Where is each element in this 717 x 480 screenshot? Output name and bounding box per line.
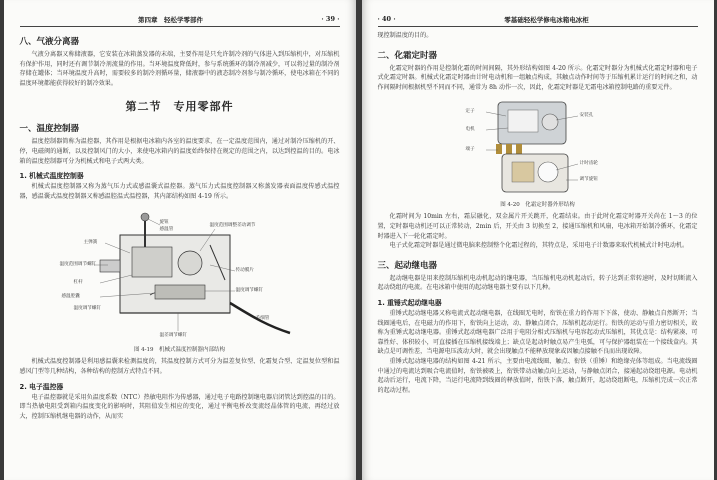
fig19-label-bellows: 感温腔囊: [61, 294, 80, 300]
fig20-label-gear: 计时齿轮: [579, 161, 598, 167]
thermostat-diagram: [60, 205, 300, 343]
fig19-label-knob-shaft: 感温管: [159, 227, 174, 233]
fig19-label-high: 温度调节螺钉: [73, 306, 102, 312]
elec-controller-paragraph: 电子温控器就是采用负温度系数（NTC）热敏电阻作为传感器，通过电子电路控制继电器启闭管达到控温的目的。即当热敏电阻受到箱内温度变化的影响时，其阻值发生相应的变化，通过平衡电桥改变流经晶体管的电流，再经过放大，控制压缩机继电器的动作，从而实: [19, 393, 340, 420]
start-relay-title: 三、起动继电器: [377, 260, 438, 271]
left-header-page-number: · 39 ·: [321, 15, 340, 23]
right-running-head: [378, 14, 698, 27]
temp-controller-title: 一、温度控制器: [19, 124, 80, 135]
weight-relay-paragraph-2: 重锤式起动继电器的结构如图 4-21 所示，主要由电流线圈、触点、衔铁（重锤）和绝缘壳体等组成。当电流线圈中通过的电流达到吸合电流值时，衔铁被吸上，衔铁带动动触点向上运动，与静触点闭合，接通起动绕组电源。电动机起动后运行，电流下降，当运行电流降到线圈的释放值时，衔铁下落，触点断开，起动绕组断电，压缩机完成一次正常的起动过程。: [377, 357, 698, 394]
fig20-label-mount: 安装孔: [579, 113, 594, 119]
figure-4-20: [438, 96, 638, 198]
mech-controller-paragraph: 机械式温度控制器又称为蒸气压力式或感温囊式温控器。蒸气压力式温度控制器又称蒸发器表面温度传感式温控器，感温囊式温度控制器又称感温腔温式温控器，其内部结构如图 4-19 所示。: [19, 183, 340, 200]
mech-controller-paragraph-2: 机械式温度控制器是利用感温囊来检测温度的，其温度控制方式可分为温差复位型、化霜复合型、定温复位型和温感风门型等几种结构，各种结构的控制方式特点不同。: [19, 358, 340, 375]
fig19-label-capillary: 毛细管: [255, 316, 270, 322]
fig19-label-capsule: 温度范围调节螺钉: [59, 262, 97, 268]
elec-controller-title: 2. 电子温控器: [19, 382, 64, 391]
defrost-timer-paragraph-2: 化霜时间为 10min 左右，霜层融化，双金属片开关跳开，化霜结束。由于此时化霜定时器开关尚在 1～3 的位置，定时器电动机还可以正常转动，2min 后，开关由 3 切换至 2，接通压缩机和风扇，电冰箱开始制冷循环，化霜定时器进入下一轮化霜定时。: [377, 213, 698, 240]
figure-4-19: [60, 205, 300, 343]
left-header-chapter: 第四章 轻松学零部件: [137, 15, 203, 24]
weight-relay-title: 1. 重锤式起动继电器: [377, 298, 442, 307]
fig19-label-knob: 旋钮: [159, 220, 169, 226]
right-header-page-number: · 40 ·: [377, 15, 396, 23]
fig20-label-knob: 调节旋钮: [579, 177, 598, 183]
section-8-title: 八、气液分离器: [19, 37, 80, 47]
fig19-label-temp-adj: 温度调节螺钉: [235, 288, 264, 294]
weight-relay-paragraph: 重锤式起动继电器又称电流式起动继电器，在线圈无电时，衔铁在重力的作用下下落，使动、静触点自然断开；当线圈通电后，在电磁力的作用下，衔铁向上运动，动、静触点闭合，压缩机起动运行。衔铁的运动与重力密切相关，故称为重锤式起动继电器。重锤式起动继电器广泛用于电阻分相式压缩机与电容起动式压缩机，其优点是：结构紧凑、可靠性好、体积较小，可直接插在压缩机接线端上；缺点是起动时触点易产生电弧，可与保护器组装在一个接线盒内。其缺点是可调性差，当电源电压波动大时，就会出现触点不能释放现象或因触点接触不良而出现故障。: [377, 309, 698, 356]
section-8-paragraph: 气液分离器又称储液器，它安装在冰箱蒸发器的末端，主要作用是只允许制冷剂的气体进入到压缩机中，对压缩机有保护作用，同时还有调节制冷剂流量的作用。当环境温度降低时，参与系统循环的制冷剂减少，可以将过量的制冷剂存储在罐体；当环境温度升高时，需要较多的制冷剂循环量，储液器中的液态制冷剂参与制冷循环，使电冰箱在不同的温度环境都能获得较好的制冷效果。: [19, 51, 340, 87]
figure-4-19-caption: 图 4-19 机械式温度控制器内部结构: [133, 347, 226, 354]
mech-controller-title: 1. 机械式温度控制器: [19, 172, 84, 181]
fig19-label-lever: 杠杆: [73, 280, 83, 286]
right-page: [362, 0, 714, 480]
figure-4-20-caption: 图 4-20 化霜定时器外形结构: [500, 202, 575, 209]
fig19-label-contacts: 传动膜片: [235, 268, 254, 274]
fig20-label-terminal: 端子: [465, 147, 475, 153]
defrost-timer-paragraph-3: 电子式化霜定时器是通过微电脑来控制整个化霜过程的，其特点是，采用电子计数器来取代机械式计时电动机。: [389, 242, 689, 250]
fig20-label-stator: 定子: [465, 109, 475, 115]
left-running-head: [20, 14, 340, 27]
start-relay-paragraph: 起动继电器是用来控制压缩机电动机起动的继电器，当压缩机电动机起动后，转子达到正常转速时，及时切断流入起动绕组的电流。在电冰箱中使用的起动继电器主要有以下几种。: [377, 274, 698, 292]
continued-line: 现控制温度的目的。: [377, 32, 433, 39]
right-header-title: 零基础轻松学修电冰箱电冰柜: [504, 15, 589, 24]
chapter-section-title: 第二节 专用零部件: [125, 100, 234, 114]
left-page: [4, 0, 356, 480]
temp-controller-paragraph: 温度控制器简称为温控器，其作用是根据电冰箱内各室的温度要求，在一定温度范围内，通过对制冷压缩机的开、停，电磁阀的通断，以及控制风门的大小，来使电冰箱内的温度始终保持在规定的范围之内，以达到控温的目的。电冰箱的温度控制器可分为机械式和电子式两大类。: [19, 138, 340, 165]
defrost-timer-paragraph: 化霜定时器的作用是控制化霜的时间间隔，其外形结构如图 4-20 所示。化霜定时器分为机械式化霜定时器和电子式化霜定时器。机械式化霜定时器由计时电动机和一组触点构成，其触点动作时间等于压缩机累计运行的时间之和，动作间隔时间根据机型不同而不同，通常为 8h 动作一次，因此，化霜定时器是无霜电冰箱控制电路的重要元件。: [377, 64, 698, 91]
fig19-label-temp-range: 温差调节螺钉: [159, 333, 188, 339]
defrost-timer-title: 二、化霜定时器: [377, 50, 438, 61]
fig19-label-diff: 温度范围调整差动调节: [209, 223, 256, 229]
fig20-label-motor: 电机: [465, 127, 475, 133]
fig19-label-main-spring: 主弹簧: [83, 240, 98, 246]
